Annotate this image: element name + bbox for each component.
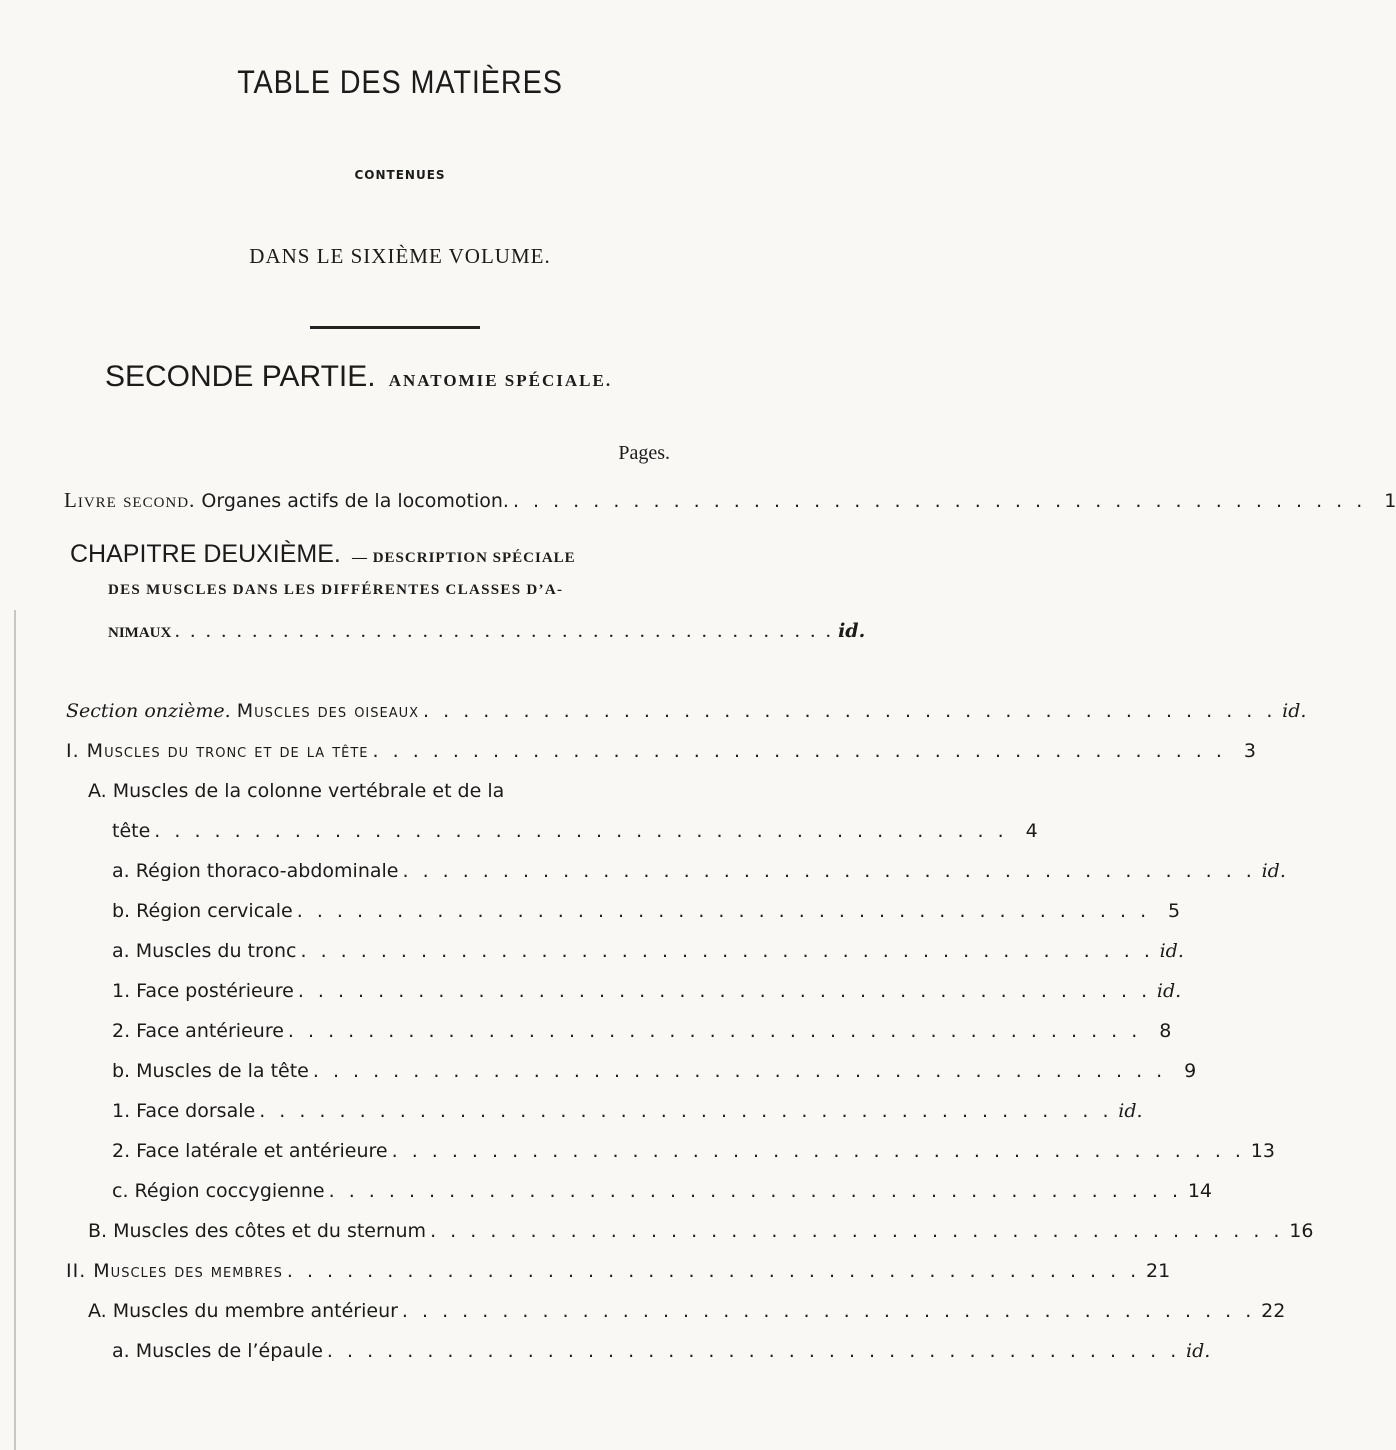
page-number: id. xyxy=(1118,1100,1143,1122)
entry-text: a. Muscles de l’épaule xyxy=(112,1340,323,1362)
livre-label: Livre second. xyxy=(64,488,196,512)
entry-text: a. Muscles du tronc xyxy=(112,940,297,962)
leader-dots: . . . . . . . . . . . . . . . . . . . . . . . . . . . . . . . . . . . . . . . . . . . xyxy=(296,900,1151,922)
entry-text: A. Muscles de la colonne vertébrale et de la xyxy=(88,780,505,802)
page-number: 13 xyxy=(1250,1140,1275,1162)
page-number: 14 xyxy=(1187,1180,1212,1202)
chapter-desc-1: — DESCRIPTION SPÉCIALE xyxy=(351,550,576,566)
entry-text: b. Région cervicale xyxy=(112,900,293,922)
leader-dots: . . . . . . . . . . . . . . . . . . . . . . . . . . . . . . . . . . . . . . . . . . . xyxy=(287,1020,1142,1042)
section-text: Muscles des oiseaux xyxy=(236,700,420,722)
part-heading xyxy=(105,360,765,394)
entry-text: 1. Face dorsale xyxy=(112,1100,256,1122)
page-edge xyxy=(0,610,16,1450)
leader-dots: . . . . . . . . . . . . . . . . . . . . . . . . . . . . . . . . . . . . . . . . . . . xyxy=(328,1180,1182,1202)
page-number: 8 xyxy=(1159,1020,1172,1042)
page-number: id. xyxy=(1156,980,1182,1002)
leader-dots: . . . . . . . . . . . . . . . . . . . . . . . . . . . . . . . . . . . . . . . . . . . xyxy=(312,1060,1167,1082)
toc-entry xyxy=(112,1140,1275,1162)
entry-text: B. Muscles des côtes et du sternum xyxy=(88,1220,427,1242)
leader-dots: . . . . . . . . . . . . . . . . . . . . . . . . . . . . . . . . . . . . . . . . . . . xyxy=(326,1340,1181,1362)
entry-text: c. Région coccygienne xyxy=(112,1180,325,1202)
toc-entry-chapter xyxy=(108,620,866,642)
toc-entry xyxy=(112,1180,1212,1202)
leader-dots: . . . . . . . . . . . . . . . . . . . . . . . . . . . . . . . . . . . . . . . . . . . xyxy=(402,860,1256,882)
leader-dots: . . . . . . . . . . . . . . . . . . . . . . . . . . . . . . . . . . . . . . . . . . . xyxy=(259,1100,1113,1122)
leader-dots: . . . . . . . . . . . . . . . . . . . . . . . . . . . . . . . . . . . . . . . . . . . xyxy=(154,820,1008,842)
page-number: id. xyxy=(1282,700,1307,722)
entry-text: b. Muscles de la tête xyxy=(112,1060,309,1082)
page-number: 16 xyxy=(1289,1220,1314,1242)
page-number: id. xyxy=(838,620,866,642)
entry-text: 1. Face postérieure xyxy=(112,980,294,1002)
chapter-desc-3: NIMAUX xyxy=(108,625,172,641)
toc-entry xyxy=(88,1220,1314,1242)
leader-dots: . . . . . . . . . . . . . . . . . . . . . . . . . . . . . . . . . . . . . . . . . . . xyxy=(423,700,1277,722)
entry-text xyxy=(66,700,419,722)
entry-text: A. Muscles du membre antérieur xyxy=(88,1300,398,1322)
toc-entry xyxy=(112,820,1038,842)
page-number: 3 xyxy=(1243,740,1256,762)
chapter-title: CHAPITRE DEUXIÈME. xyxy=(70,540,341,568)
page-number: 5 xyxy=(1168,900,1181,922)
page-number: 9 xyxy=(1184,1060,1197,1082)
section-label: Section onzième. xyxy=(66,700,231,722)
leader-dots: . . . . . . . . . . . . . . . . . . . . . . . . . . . . . . . . . . . . . . . . . . . xyxy=(430,1220,1284,1242)
entry-text: 2. Face antérieure xyxy=(112,1020,284,1042)
page-number: 22 xyxy=(1261,1300,1286,1322)
entry-text: tête xyxy=(112,820,151,842)
page-title: TABLE DES MATIÈRES xyxy=(237,64,563,100)
toc-entry xyxy=(88,780,770,802)
page-number: 21 xyxy=(1146,1260,1171,1282)
entry-text: I. Muscles du tronc et de la tête xyxy=(66,740,369,762)
entry-text xyxy=(64,488,509,513)
leader-dots: . . . . . . . . . . . . . . . . . . . . . . . . . . . . . . . . . . . . . . . . . . . xyxy=(286,1260,1141,1282)
toc-entry xyxy=(112,900,1181,922)
toc-entry xyxy=(112,1100,1143,1122)
chapter-desc-2: DES MUSCLES DANS LES DIFFÉRENTES CLASSES D’A- xyxy=(108,582,564,598)
livre-text: Organes actifs de la locomotion. xyxy=(201,490,509,512)
toc-entry xyxy=(112,980,1182,1002)
leader-dots: . . . . . . . . . . . . . . . . . . . . . . . . . . . . . . . . . . . . . . . . . . . xyxy=(297,980,1152,1002)
subtitle-contenues: CONTENUES xyxy=(354,168,446,182)
toc-entry xyxy=(112,1020,1172,1042)
toc-entry xyxy=(112,1060,1197,1082)
toc-entry xyxy=(88,1300,1286,1322)
leader-dots: . . . . . . . . . . . . . . . . . . . . . . . . . . . . . . . . . . . . . . . . . . . xyxy=(512,490,1367,512)
toc-entry-livre xyxy=(64,488,1396,513)
toc-entry xyxy=(112,1340,1211,1362)
leader-dots: . . . . . . . . . . . . . . . . . . . . . . . . . . . . . . . . . . . . . . . . . . . xyxy=(391,1140,1245,1162)
toc-entry xyxy=(66,740,1256,762)
page-number: id. xyxy=(1261,860,1286,882)
leader-dots: . . . . . . . . . . . . . . . . . . . . . . . . . . . . . . . . . . . . . . . . . . . xyxy=(175,625,835,641)
chapter-heading xyxy=(70,540,770,569)
pages-column-label: Pages. xyxy=(618,442,670,464)
leader-dots: . . . . . . . . . . . . . . . . . . . . . . . . . . . . . . . . . . . . . . . . . . . xyxy=(372,740,1226,762)
entry-text: 2. Face latérale et antérieure xyxy=(112,1140,388,1162)
part-subtitle: ANATOMIE SPÉCIALE. xyxy=(388,371,613,390)
subtitle-volume: DANS LE SIXIÈME VOLUME. xyxy=(249,244,551,268)
leader-dots: . . . . . . . . . . . . . . . . . . . . . . . . . . . . . . . . . . . . . . . . . . . xyxy=(300,940,1154,962)
entry-text: a. Région thoraco-abdominale xyxy=(112,860,399,882)
toc-entry xyxy=(66,1260,1171,1282)
entry-text: II. Muscles des membres xyxy=(66,1260,283,1282)
page-number: 4 xyxy=(1025,820,1038,842)
page-number: id. xyxy=(1159,940,1184,962)
page-number: id. xyxy=(1186,1340,1211,1362)
toc-entry xyxy=(112,860,1286,882)
leader-dots: . . . . . . . . . . . . . . . . . . . . . . . . . . . . . . . . . . . . . . . . . . . xyxy=(401,1300,1256,1322)
divider-rule xyxy=(310,326,480,329)
page-number: 1 xyxy=(1384,490,1396,512)
part-title: SECONDE PARTIE. xyxy=(105,360,376,393)
toc-entry-section xyxy=(66,700,1307,722)
toc-entry xyxy=(112,940,1184,962)
